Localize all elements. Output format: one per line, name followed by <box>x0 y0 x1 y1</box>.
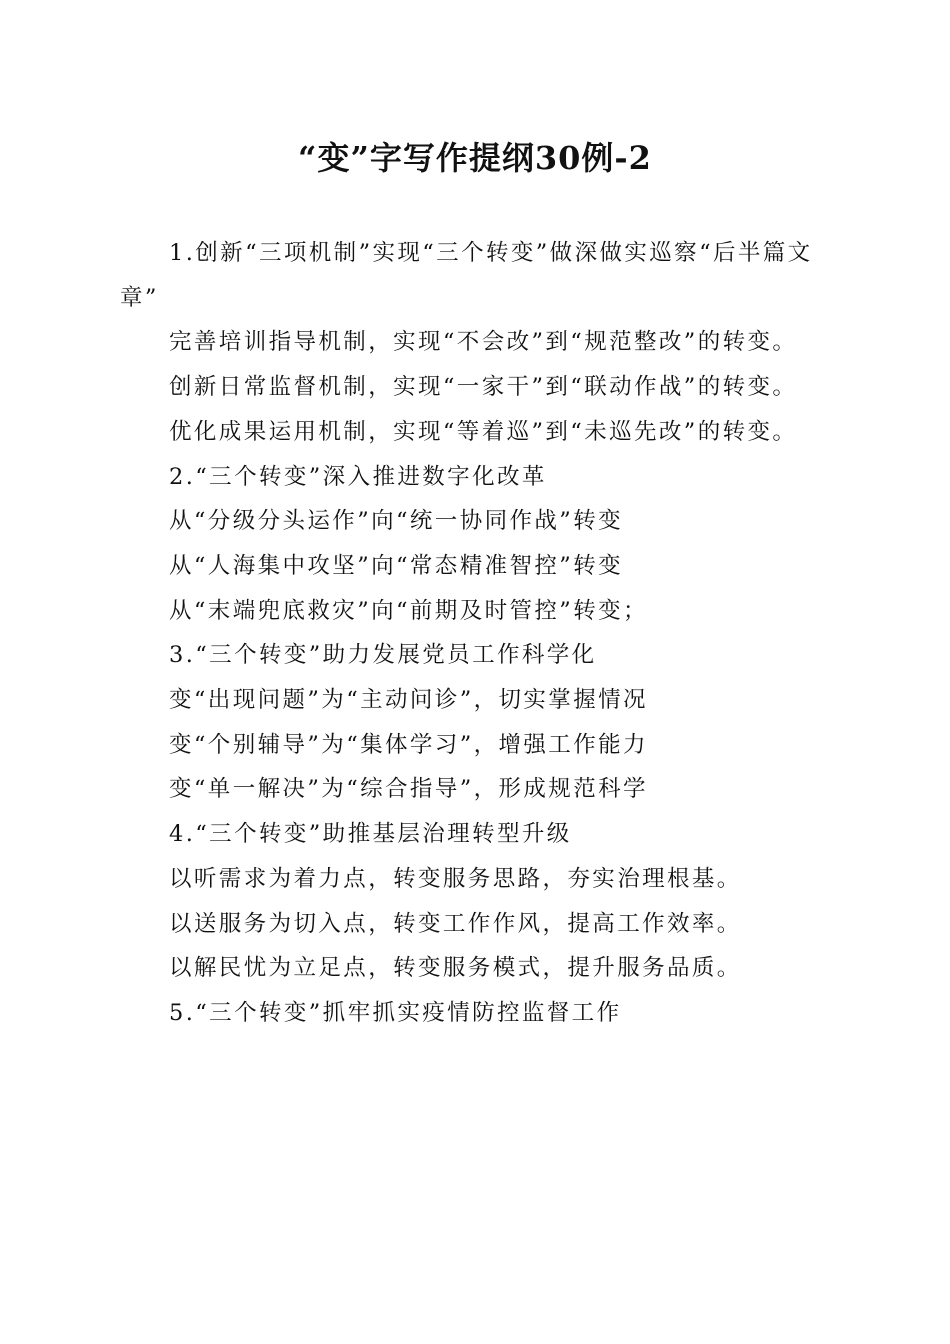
paragraph: 从“分级分头运作”向“统一协同作战”转变 <box>169 508 624 535</box>
paragraph: 创新日常监督机制，实现“一家干”到“联动作战”的转变。 <box>169 374 798 401</box>
paragraph: 以听需求为着力点，转变服务思路，夯实治理根基。 <box>169 865 742 892</box>
heading-1: 1.创新“三项机制”实现“三个转变”做深做实巡察“后半篇文章” <box>120 240 813 311</box>
paragraph: 完善培训指导机制，实现“不会改”到“规范整改”的转变。 <box>169 329 798 356</box>
heading-5: 5.“三个转变”抓牢抓实疫情防控监督工作 <box>169 999 622 1026</box>
heading-3: 3.“三个转变”助力发展党员工作科学化 <box>169 642 597 669</box>
document-title: “变”字写作提纲30例-2 <box>298 139 652 177</box>
heading-2: 2.“三个转变”深入推进数字化改革 <box>169 463 547 490</box>
paragraph: 优化成果运用机制，实现“等着巡”到“未巡先改”的转变。 <box>169 418 798 445</box>
paragraph: 以解民忧为立足点，转变服务模式，提升服务品质。 <box>169 955 742 982</box>
paragraph: 从“末端兜底救灾”向“前期及时管控”转变； <box>169 597 648 624</box>
paragraph: 变“单一解决”为“综合指导”，形成规范科学 <box>169 776 648 803</box>
paragraph: 变“个别辅导”为“集体学习”，增强工作能力 <box>169 731 648 758</box>
heading-4: 4.“三个转变”助推基层治理转型升级 <box>169 821 572 848</box>
document-body <box>120 231 825 1036</box>
paragraph: 从“人海集中攻坚”向“常态精准智控”转变 <box>169 552 624 579</box>
paragraph: 变“出现问题”为“主动问诊”，切实掌握情况 <box>169 687 648 714</box>
paragraph: 以送服务为切入点，转变工作作风，提高工作效率。 <box>169 910 742 937</box>
